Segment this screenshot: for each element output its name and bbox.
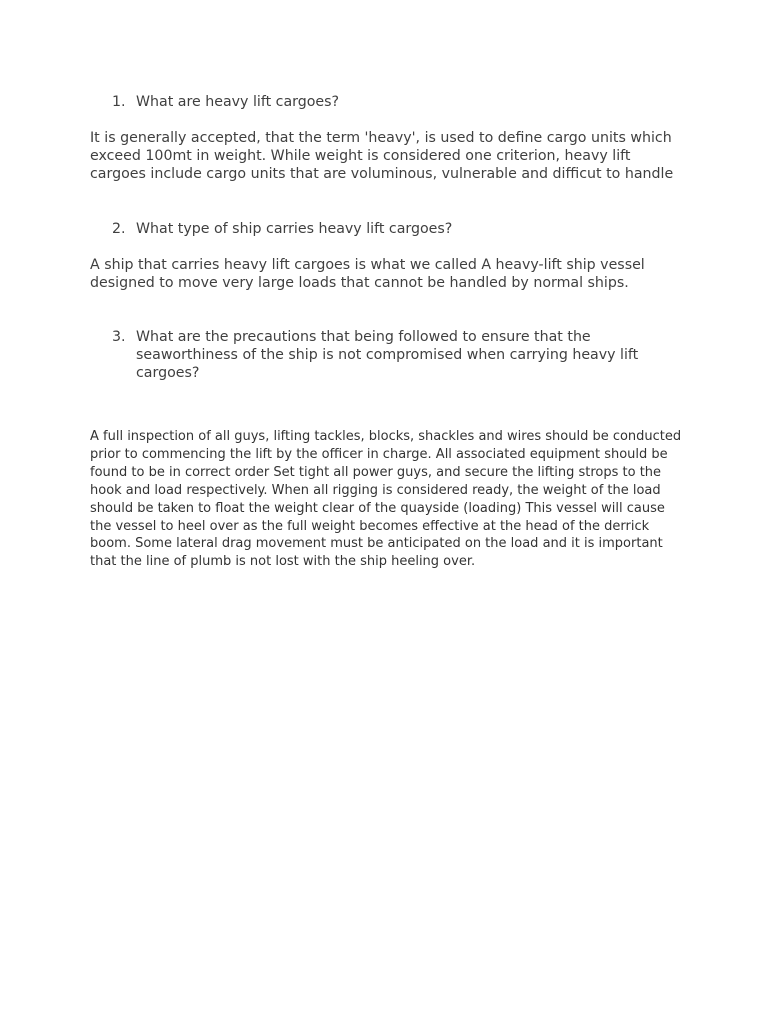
question-number: 1. xyxy=(112,94,126,110)
answer-1: It is generally accepted, that the term 'heavy', is used to define cargo units which exceed 100mt in weight. While weight is considered one criterion, heavy lift cargoes include cargo units that are voluminous, vulnerable and difficut to handle xyxy=(90,130,674,183)
answer-2: A ship that carries heavy lift cargoes is what we called A heavy-lift ship vessel designed to move very large loads that cannot be handled by normal ships. xyxy=(90,257,645,292)
question-text: What type of ship carries heavy lift cargoes? xyxy=(136,221,453,237)
question-number: 2. xyxy=(112,221,126,237)
question-number: 3. xyxy=(112,329,126,345)
answer-3: A full inspection of all guys, lifting tackles, blocks, shackles and wires should be conducted prior to commencing the lift by the officer in charge. All associated equipment should be found to be in correct order Set tight all power guys, and secure the lifting strops to the hook and load respectively. When all rigging is considered ready, the weight of the load should be taken to float the weight clear of the quayside (loading) This vessel will cause the vessel to heel over as the full weight becomes effective at the head of the derrick boom. Some lateral drag movement must be anticipated on the load and it is important that the line of plumb is not lost with the ship heeling over. xyxy=(90,429,682,570)
question-2 xyxy=(112,220,682,238)
question-text: What are heavy lift cargoes? xyxy=(136,94,340,110)
question-3 xyxy=(112,328,682,382)
question-1 xyxy=(112,93,682,111)
question-text: What are the precautions that being followed to ensure that the seaworthiness of the ship is not compromised when carrying heavy lift cargoes? xyxy=(136,329,639,381)
